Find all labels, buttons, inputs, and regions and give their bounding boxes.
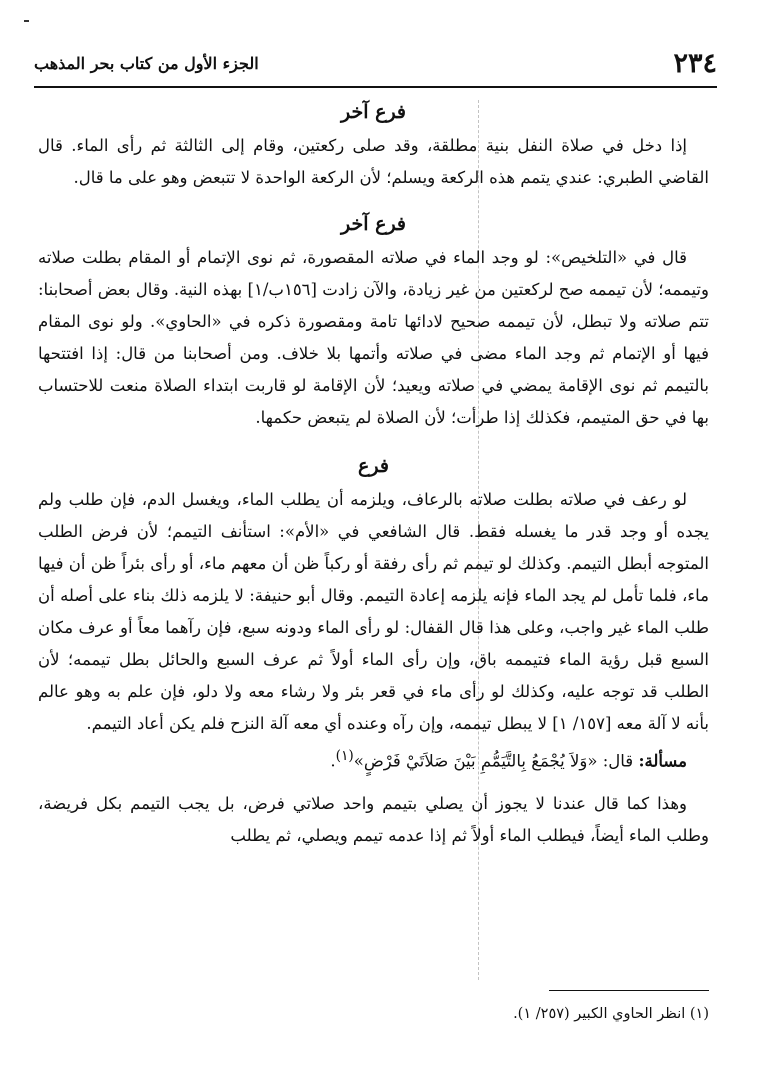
section-title-3: فرع (358, 455, 389, 477)
paragraph-4: وهذا كما قال عندنا لا يجوز أن يصلي بتيمم واحد صلاتي فرض، بل يجب التيمم بكل فريضة، وطلب الماء أيضاً، فيطلب الماء أولاً ثم إذا عدمه تيمم ويصلي، ثم يطلب (38, 793, 709, 845)
scan-speck (24, 20, 29, 22)
running-title: الجزء الأول من كتاب بحر المذهب (34, 54, 259, 73)
paragraph-2: قال في «التلخيص»: لو وجد الماء في صلاته المقصورة، ثم نوى الإتمام أو المقام بطلت صلاته وتيممه؛ لأن تيممه صح لركعتين من غير زيادة، والآن زادت [١٥٦ب/١] بهذه النية. وقال بعض أصحابنا: تتم صلاته ولا تبطل، لأن تيممه صحيح لادائها تامة ومقصورة ذكره في «الحاوي». ولو نوى المقام فيها أو الإتمام ثم وجد الماء مضى في صلاته وأتمها بلا خلاف. ومن أصحابنا من قال: إذا افتتحها بالتيمم ثم نوى الإقامة يمضي في صلاته ويعيد؛ لأن الإقامة لو قاربت ابتداء الصلاة منعت للاحتساب بها في حق المتيمم، فكذلك إذا طرأت؛ لأن الصلاة لم يتبعض حكمها. (38, 248, 709, 427)
footnote-ref[interactable]: (١) (335, 748, 354, 764)
footnote-1: (١) انظر الحاوي الكبير (٢٥٧/ ١). (513, 1006, 709, 1022)
footnotes (38, 990, 709, 1027)
page-number: ٢٣٤ (673, 48, 717, 79)
masala-end: . (330, 751, 336, 771)
page-body (38, 92, 709, 852)
masala-quote: قال: «وَلاَ يُجْمَعُ بِالتَّيَمُّمِ بَيْنَ صَلاَتَيْ فَرْضٍ» (353, 751, 639, 771)
paragraph-1: إذا دخل في صلاة النفل بنية مطلقة، وقد صلى ركعتين، وقام إلى الثالثة ثم رأى الماء. قال القاضي الطبري: عندي يتمم هذه الركعة ويسلم؛ لأن الركعة الواحدة لا تتبعض وهو على ما قال. (38, 136, 709, 187)
masala-line (38, 740, 709, 778)
section-title-1: فرع آخر (340, 101, 407, 123)
spacer (38, 778, 709, 788)
paragraph-3: لو رعف في صلاته بطلت صلاته بالرعاف، ويلزمه أن يطلب الماء، ويغسل الدم، فإن طلب ولم يجده أو وجد قدر ما يغسله فقط. قال الشافعي في «الأم»: استأنف التيمم؛ لأن فرض الطلب المتوجه أبطل التيمم. وكذلك لو تيمم ثم رأى رفقة أو ركباً ظن أن معهم ماء، أو رأى بئراً ظن أن فيها ماء، فلما تأمل لم يجد الماء فإنه يلزمه إعادة التيمم. وقال أبو حنيفة: لا يلزمه ذلك بناء على أصله أن طلب الماء غير واجب، وعلى هذا قال القفال: لو رأى الماء ودونه سبع، فإن رآهما معاً أو عرف مكان السبع قبل رؤية الماء فتيممه باق، وإن رأى الماء أولاً ثم عرف السبع والحائل بطل تيممه؛ لأن الطلب قد توجه عليه، وكذلك لو رأى ماء في قعر بئر ولا رشاء معه ولا دلو، فإن علم به وهو عالم بأنه لا آلة معه [١٥٧/ ١] لا يبطل تيممه، وإن رآه وعنده أي معه آلة النزح فلم يكن أعاد التيمم. (38, 490, 709, 733)
section-title-2: فرع آخر (340, 213, 407, 235)
masala-label: مسألة: (638, 751, 687, 771)
page-header (34, 44, 717, 88)
footnote-rule (549, 990, 709, 991)
